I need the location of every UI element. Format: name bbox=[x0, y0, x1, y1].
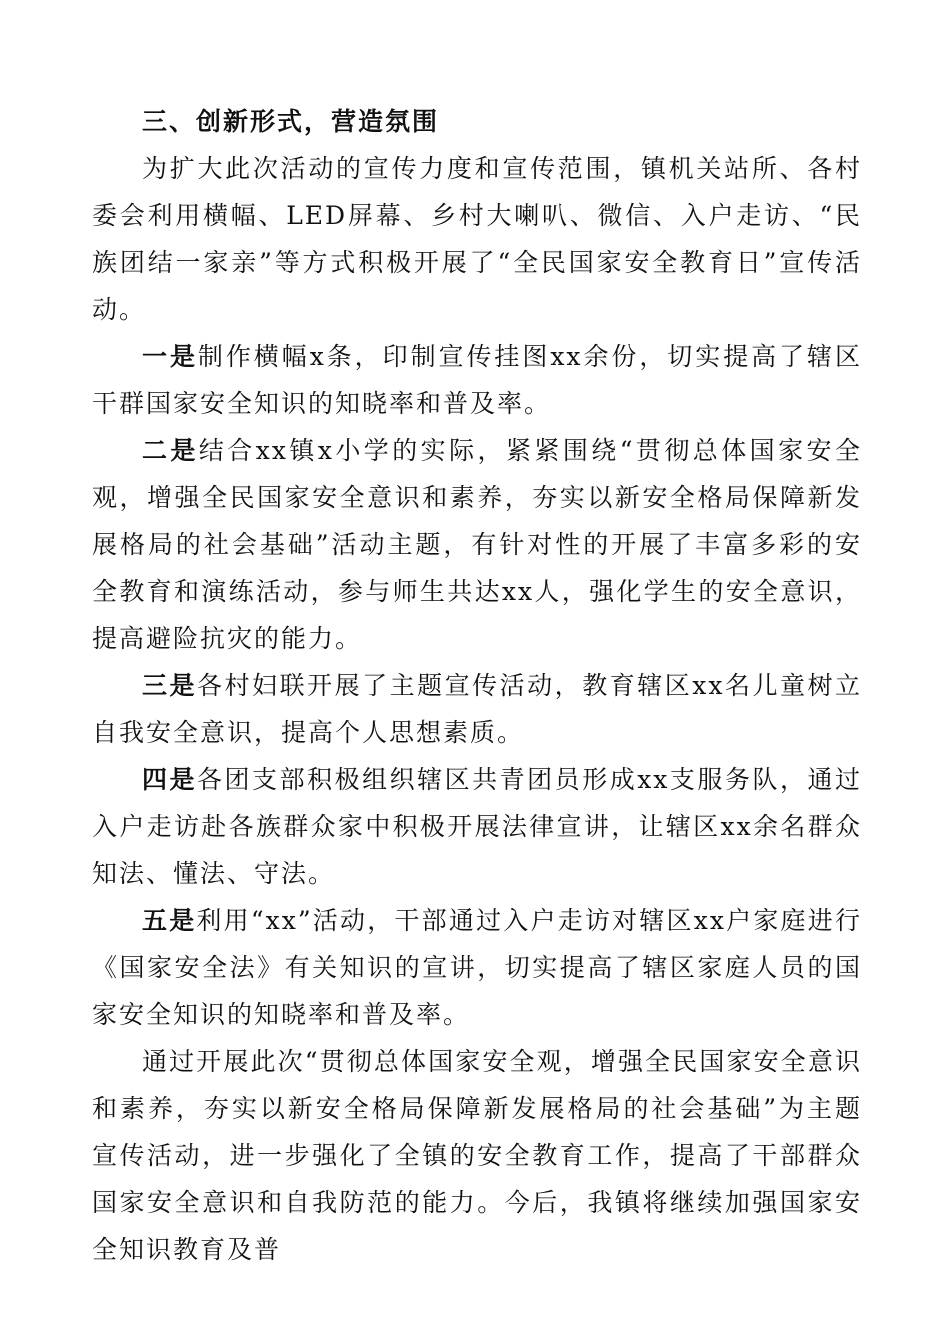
item-lead: 二是 bbox=[142, 436, 199, 465]
document-body bbox=[92, 98, 862, 1273]
list-item-2 bbox=[92, 427, 862, 662]
section-heading: 三、创新形式，营造氛围 bbox=[142, 107, 440, 136]
intro-paragraph: 为扩大此次活动的宣传力度和宣传范围，镇机关站所、各村委会利用横幅、LED屏幕、乡村大喇叭、微信、入户走访、“民族团结一家亲”等方式积极开展了“全民国家安全教育日”宣传活动。 bbox=[92, 154, 862, 324]
list-item-3 bbox=[92, 662, 862, 756]
item-text: 各村妇联开展了主题宣传活动，教育辖区xx名儿童树立自我安全意识，提高个人思想素质。 bbox=[92, 671, 862, 747]
list-item-4 bbox=[92, 756, 862, 897]
list-item-1 bbox=[92, 333, 862, 427]
item-text: 制作横幅x条，印制宣传挂图xx余份，切实提高了辖区干群国家安全知识的知晓率和普及率。 bbox=[92, 342, 862, 418]
item-lead: 三是 bbox=[142, 671, 198, 700]
item-lead: 四是 bbox=[142, 765, 198, 794]
list-item-5 bbox=[92, 897, 862, 1038]
item-lead: 五是 bbox=[142, 906, 197, 935]
item-text: 各团支部积极组织辖区共青团员形成xx支服务队，通过入户走访赴各族群众家中积极开展法律宣讲，让辖区xx余名群众知法、懂法、守法。 bbox=[92, 765, 862, 888]
item-text: 结合xx镇x小学的实际，紧紧围绕“贯彻总体国家安全观，增强全民国家安全意识和素养，夯实以新安全格局保障新发展格局的社会基础”活动主题，有针对性的开展了丰富多彩的安全教育和演练活动，参与师生共达xx人，强化学生的安全意识，提高避险抗灾的能力。 bbox=[92, 436, 862, 653]
item-lead: 一是 bbox=[142, 342, 198, 371]
conclusion-paragraph: 通过开展此次“贯彻总体国家安全观，增强全民国家安全意识和素养，夯实以新安全格局保障新发展格局的社会基础”为主题宣传活动，进一步强化了全镇的安全教育工作，提高了干部群众国家安全意识和自我防范的能力。今后，我镇将继续加强国家安全知识教育及普 bbox=[92, 1047, 862, 1264]
item-text: 利用“xx”活动，干部通过入户走访对辖区xx户家庭进行《国家安全法》有关知识的宣讲，切实提高了辖区家庭人员的国家安全知识的知晓率和普及率。 bbox=[92, 906, 862, 1029]
